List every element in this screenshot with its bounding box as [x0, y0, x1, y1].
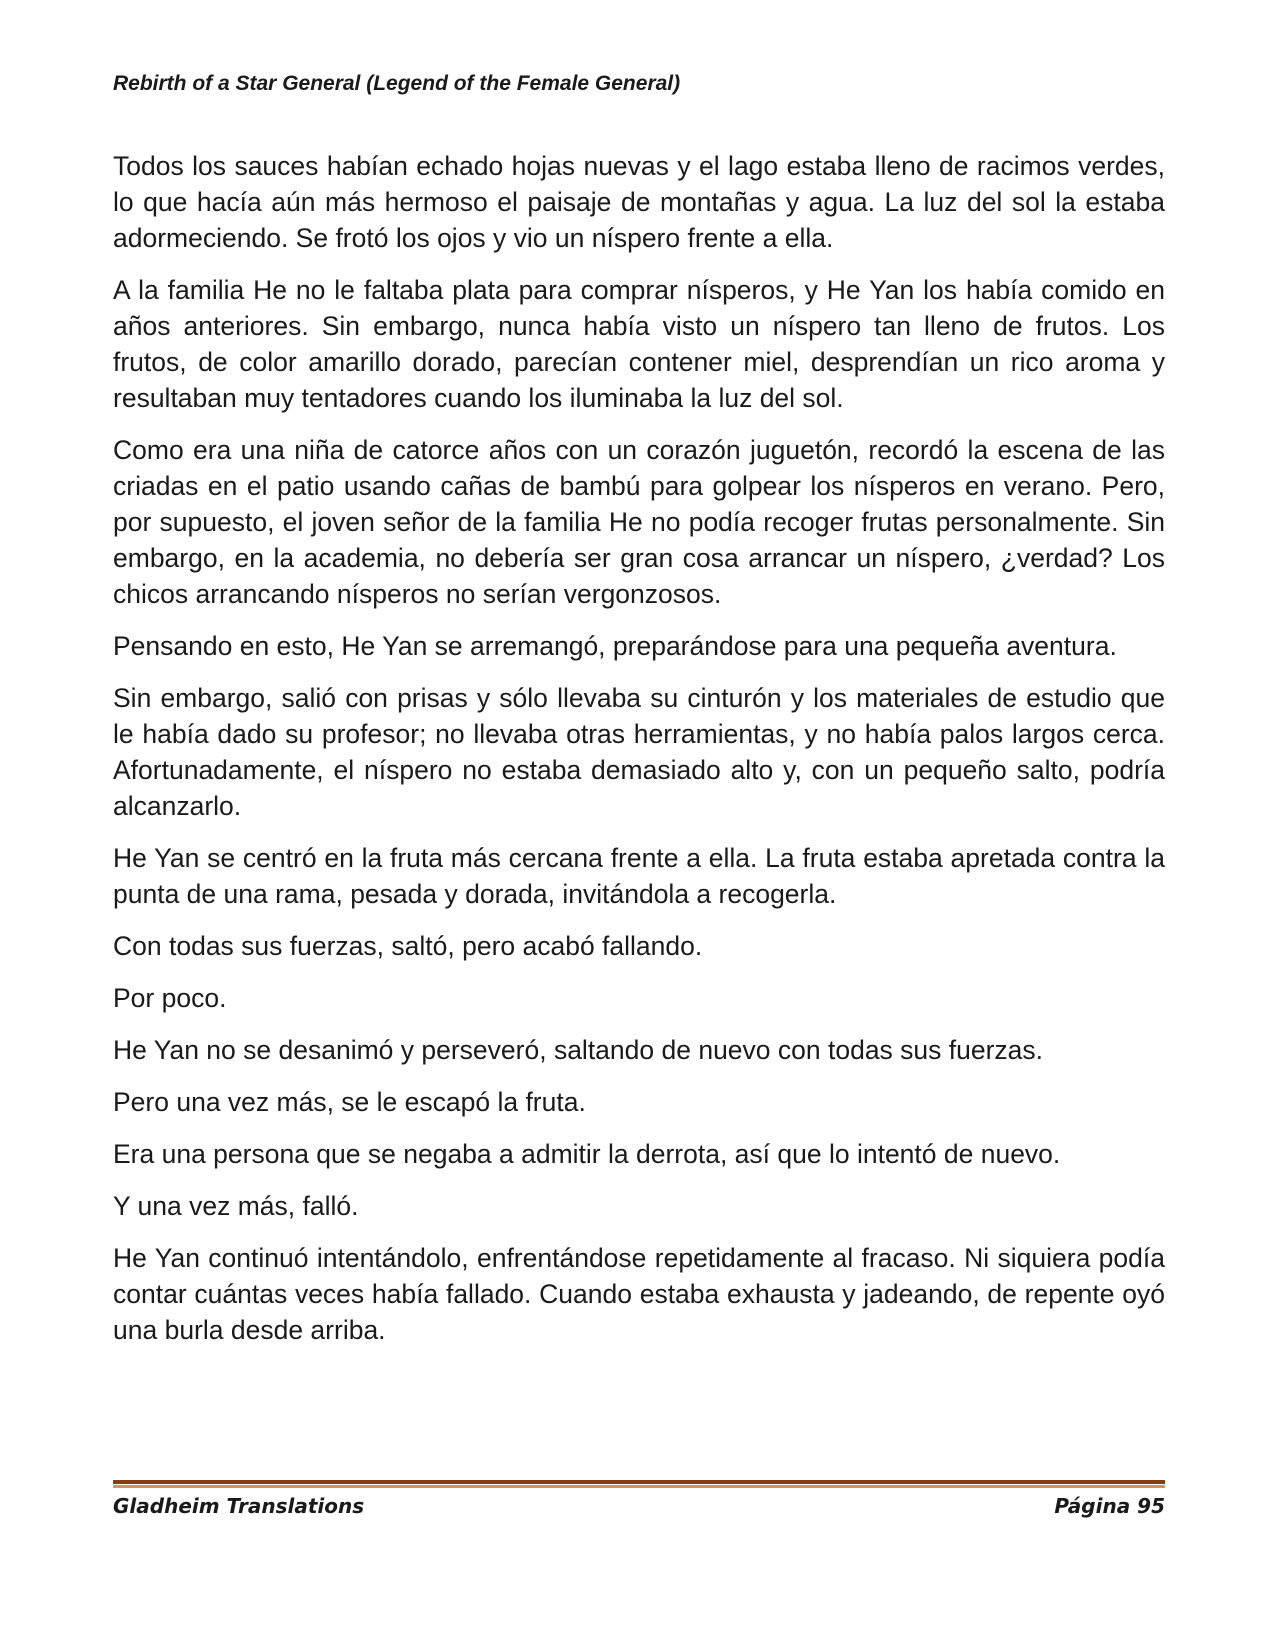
page-header-title: Rebirth of a Star General (Legend of the Female General): [113, 72, 681, 95]
paragraph: A la familia He no le faltaba plata para comprar nísperos, y He Yan los había comido en años anteriores. Sin embargo, nunca había visto un níspero tan lleno de frutos. Los frutos, de color amarillo dorado, parecían contener miel, desprendían un rico aroma y resultaban muy tentadores cuando los iluminaba la luz del sol.: [113, 275, 1165, 413]
footer-divider-light-line: [113, 1485, 1165, 1488]
footer-publisher: Gladheim Translations: [113, 1494, 365, 1518]
paragraph: He Yan continuó intentándolo, enfrentándose repetidamente al fracaso. Ni siquiera podía contar cuántas veces había fallado. Cuando estaba exhausta y jadeando, de repente oyó una burla desde arriba.: [113, 1243, 1165, 1345]
footer-page-number: Página 95: [1054, 1494, 1165, 1518]
footer-divider: [113, 1480, 1165, 1488]
paragraph: Sin embargo, salió con prisas y sólo llevaba su cinturón y los materiales de estudio que le había dado su profesor; no llevaba otras herramientas, y no había palos largos cerca. Afortunadamente, el níspero no estaba demasiado alto y, con un pequeño salto, podría alcanzarlo.: [113, 683, 1165, 821]
paragraph: Como era una niña de catorce años con un corazón juguetón, recordó la escena de las criadas en el patio usando cañas de bambú para golpear los nísperos en verano. Pero, por supuesto, el joven señor de la familia He no podía recoger frutas personalmente. Sin embargo, en la academia, no debería ser gran cosa arrancar un níspero, ¿verdad? Los chicos arrancando nísperos no serían vergonzosos.: [113, 435, 1165, 609]
paragraph: Era una persona que se negaba a admitir la derrota, así que lo intentó de nuevo.: [113, 1139, 1061, 1169]
paragraph: He Yan se centró en la fruta más cercana frente a ella. La fruta estaba apretada contra la punta de una rama, pesada y dorada, invitándola a recogerla.: [113, 843, 1165, 909]
paragraph: Con todas sus fuerzas, saltó, pero acabó fallando.: [113, 931, 703, 961]
paragraph: Todos los sauces habían echado hojas nuevas y el lago estaba lleno de racimos verdes, lo que hacía aún más hermoso el paisaje de montañas y agua. La luz del sol la estaba adormeciendo. Se frotó los ojos y vio un níspero frente a ella.: [113, 151, 1165, 253]
paragraph: Y una vez más, falló.: [113, 1191, 359, 1221]
body-text: [113, 148, 1165, 1364]
paragraph: He Yan no se desanimó y perseveró, saltando de nuevo con todas sus fuerzas.: [113, 1035, 1044, 1065]
paragraph: Por poco.: [113, 983, 227, 1013]
paragraph: Pero una vez más, se le escapó la fruta.: [113, 1087, 586, 1117]
footer-divider-dark-line: [113, 1480, 1165, 1484]
paragraph: Pensando en esto, He Yan se arremangó, preparándose para una pequeña aventura.: [113, 631, 1117, 661]
